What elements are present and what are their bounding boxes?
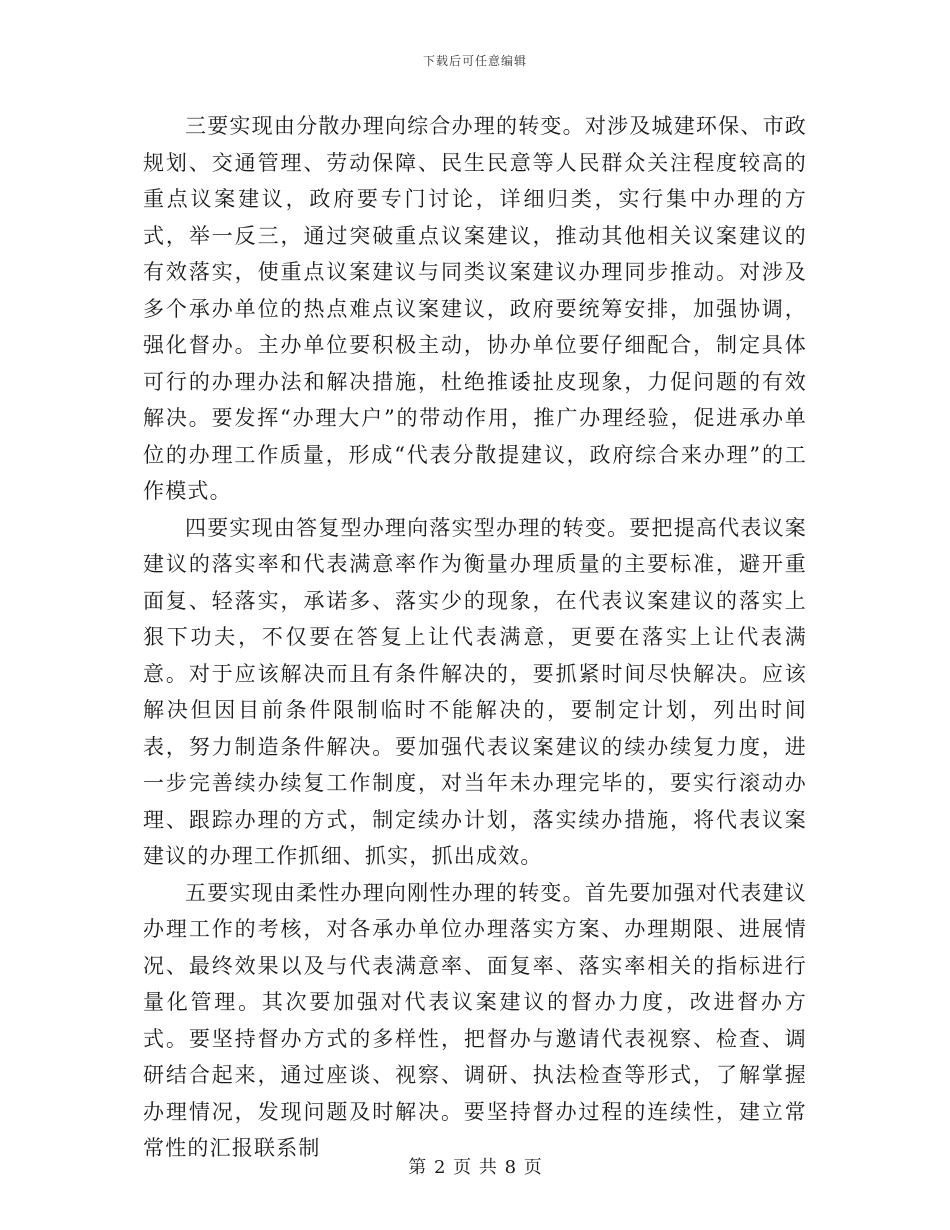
paragraph: 三要实现由分散办理向综合办理的转变。对涉及城建环保、市政规划、交通管理、劳动保障、民生民意等人民群众关注程度较高的重点议案建议，政府要专门讨论，详细归类，实行集中办理的方式，举一反三，通过突破重点议案建议，推动其他相关议案建议的有效落实，使重点议案建议与同类议案建议办理同步推动。对涉及多个承办单位的热点难点议案建议，政府要统筹安排，加强协调，强化督办。主办单位要积极主动，协办单位要仔细配合，制定具体可行的办理办法和解决措施，杜绝推诿扯皮现象，力促问题的有效解决。要发挥“办理大户”的带动作用，推广办理经验，促进承办单位的办理工作质量，形成“代表分散提建议，政府综合来办理”的工作模式。: [143, 114, 807, 503]
paragraph: 五要实现由柔性办理向刚性办理的转变。首先要加强对代表建议办理工作的考核，对各承办单位办理落实方案、办理期限、进展情况、最终效果以及与代表满意率、面复率、落实率相关的指标进行量化管理。其次要加强对代表议案建议的督办力度，改进督办方式。要坚持督办方式的多样性，把督办与邀请代表视察、检查、调研结合起来，通过座谈、视察、调研、执法检查等形式，了解掌握办理情况，发现问题及时解决。要坚持督办过程的连续性，建立常常性的汇报联系制: [143, 880, 807, 1160]
paragraph: 四要实现由答复型办理向落实型办理的转变。要把提高代表议案建议的落实率和代表满意率作为衡量办理质量的主要标准，避开重面复、轻落实，承诺多、落实少的现象，在代表议案建议的落实上狠下功夫，不仅要在答复上让代表满意，更要在落实上让代表满意。对于应该解决而且有条件解决的，要抓紧时间尽快解决。应该解决但因目前条件限制临时不能解决的，要制定计划，列出时间表，努力制造条件解决。要加强代表议案建议的续办续复力度，进一步完善续办续复工作制度，对当年未办理完毕的，要实行滚动办理、跟踪办理的方式，制定续办计划，落实续办措施，将代表议案建议的办理工作抓细、抓实，抓出成效。: [143, 515, 807, 868]
header-note: 下载后可任意编辑: [422, 54, 527, 68]
document-body: [143, 108, 807, 1167]
page-number: 第 2 页 共 8 页: [408, 1157, 542, 1178]
